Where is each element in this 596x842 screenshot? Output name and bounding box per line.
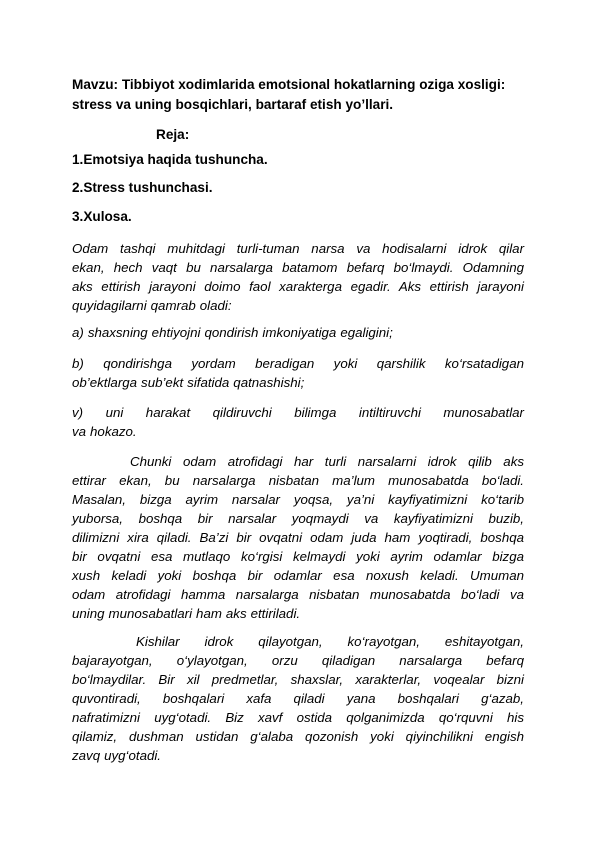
paragraph-line: bajarayotgan, o‘ylayotgan, orzu qiladigan narsalarga befarq [72,653,524,668]
paragraph-line: b) qondirishga yordam beradigan yoki qarshilik ko‘rsatadigan [72,356,524,371]
paragraph-line: odam atrofidagi hamma narsalarga nisbatan munosabatda bo‘ladi va [72,587,524,602]
paragraph-kishilar [72,632,524,765]
paragraph-line: Odam tashqi muhitdagi turli-tuman narsa va hodisalarni idrok qilar [72,241,524,256]
paragraph-line: bo‘lmaydilar. Bir xil predmetlar, shaxslar, xarakterlar, voqealar bizni [72,672,524,687]
paragraph-line: nafratimizni uyg‘otadi. Biz xavf ostida qolganimizda qo‘rquvni his [72,710,524,725]
paragraph-line: dilimizni xira qiladi. Ba’zi bir ovqatni odam juda ham yoqtiradi, boshqa [72,530,524,545]
paragraph-line: uning munosabatlari ham aks ettiriladi. [72,606,301,621]
paragraph-line: Masalan, bizga ayrim narsalar yoqsa, ya’ni kayfiyatimizni ko‘tarib [72,492,524,507]
paragraph-line: aks ettirish jarayoni doimo faol xarakterga egadir. Aks ettirish jarayoni [72,279,524,294]
paragraph-line: ekan, hech vaqt bu narsalarga batamom befarq bo‘lmaydi. Odamning [72,260,524,275]
paragraph-item-v [72,403,524,441]
paragraph-line: ettirar ekan, bu narsalarga nisbatan ma’lum munosabatda bo‘ladi. [72,473,524,488]
paragraph-line: Chunki odam atrofidagi har turli narsalarni idrok qilib aks [130,454,524,469]
plan-item-3: 3.Xulosa. [72,209,132,224]
paragraph-item-a [72,323,524,342]
paragraph-line: bir ovqatni esa mutlaqo ko‘rgisi kelmaydi yoki ayrim odamlar bizga [72,549,524,564]
paragraph-line: quvontiradi, boshqalari xafa qiladi yana boshqalari g‘azab, [72,691,524,706]
paragraph-line: ob’ektlarga sub’ekt sifatida qatnashishi; [72,375,305,390]
paragraph-line: a) shaxsning ehtiyojni qondirish imkoniyatiga egaligini; [72,325,393,340]
paragraph-line: Kishilar idrok qilayotgan, ko‘rayotgan, eshitayotgan, [136,634,524,649]
plan-heading: Reja: [156,127,190,142]
paragraph-chunki [72,452,524,623]
paragraph-line: zavq uyg‘otadi. [72,748,162,763]
paragraph-line: quyidagilarni qamrab oladi: [72,298,232,313]
document-title: Mavzu: Tibbiyot xodimlarida emotsional hokatlarning oziga xosligi: stress va uning bosqichlari, bartaraf etish yo’llari. [72,77,506,112]
paragraph-line: v) uni harakat qildiruvchi bilimga intiltiruvchi munosabatlar [72,405,524,420]
paragraph-line: yuborsa, boshqa bir narsalar yoqmaydi va kayfiyatimizni buzib, [72,511,524,526]
paragraph-line: va hokazo. [72,424,137,439]
plan-item-1: 1.Emotsiya haqida tushuncha. [72,152,268,167]
plan-item-2: 2.Stress tushunchasi. [72,180,213,195]
paragraph-line: qilamiz, dushman ustidan g‘alaba qozonish yoki qiyinchilikni engish [72,729,524,744]
paragraph-intro [72,239,524,315]
paragraph-item-b [72,354,524,392]
paragraph-line: xush keladi yoki boshqa bir odamlar esa noxush keladi. Umuman [72,568,524,583]
